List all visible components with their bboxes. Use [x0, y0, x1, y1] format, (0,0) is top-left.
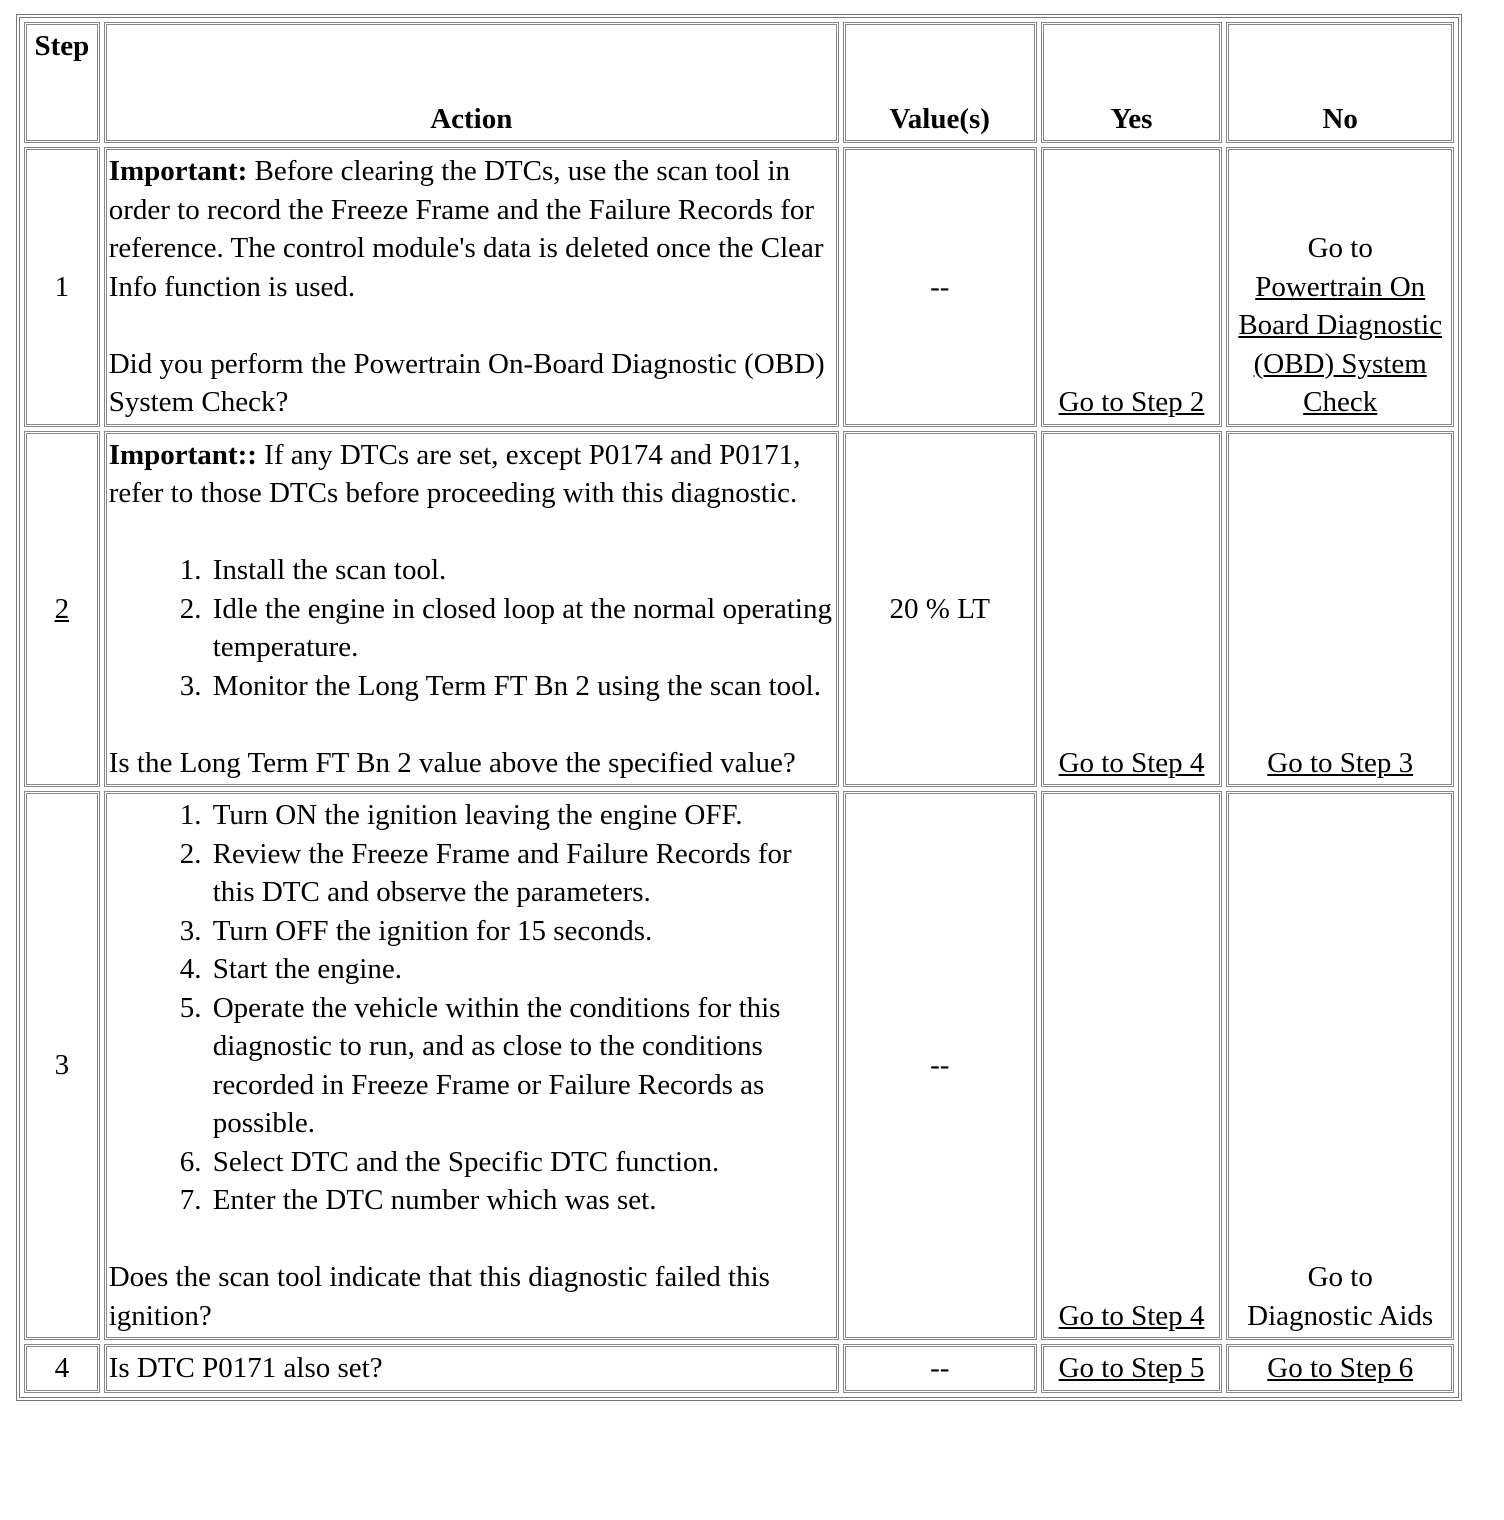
value-cell: -- — [843, 1344, 1037, 1393]
list-item: 4. Start the engine. — [209, 950, 834, 989]
step-question: Did you perform the Powertrain On-Board Diagnostic (OBD) System Check? — [108, 347, 825, 418]
table-row — [24, 1344, 1454, 1393]
header-no: No — [1226, 22, 1454, 143]
header-action: Action — [104, 22, 839, 143]
no-prefix: Go to — [1307, 1261, 1373, 1293]
action-cell — [104, 431, 839, 788]
list-item: 5. Operate the vehicle within the conditions for this diagnostic to run, and as close to the conditions recorded in Freeze Frame or Failure Records as possible. — [209, 989, 834, 1143]
list-item: 7. Enter the DTC number which was set. — [209, 1181, 834, 1220]
value-cell: 20 % LT — [843, 431, 1037, 788]
step-number: 3 — [24, 791, 100, 1340]
value-cell: -- — [843, 791, 1037, 1340]
table-row — [24, 431, 1454, 788]
list-item: 3. Turn OFF the ignition for 15 seconds. — [209, 912, 834, 951]
action-cell — [104, 147, 839, 427]
action-cell — [104, 791, 839, 1340]
step-number: 1 — [24, 147, 100, 427]
step-question: Is DTC P0171 also set? — [104, 1344, 839, 1393]
yes-cell — [1041, 791, 1223, 1340]
header-row — [24, 22, 1454, 143]
no-cell — [1226, 147, 1454, 427]
list-item: 2. Review the Freeze Frame and Failure Records for this DTC and observe the parameters. — [209, 835, 834, 912]
go-to-step-2-link[interactable]: Go to Step 2 — [1058, 386, 1205, 418]
header-step: Step — [24, 22, 100, 143]
go-to-step-4-link[interactable]: Go to Step 4 — [1058, 746, 1205, 779]
header-yes: Yes — [1041, 22, 1223, 143]
step-question: Does the scan tool indicate that this diagnostic failed this ignition? — [108, 1261, 770, 1332]
list-item: 3. Monitor the Long Term FT Bn 2 using the scan tool. — [209, 667, 834, 706]
no-cell — [1226, 431, 1454, 788]
list-item: 1. Install the scan tool. — [209, 551, 834, 590]
yes-cell — [1041, 431, 1223, 788]
value-cell: -- — [843, 147, 1037, 427]
step-question: Is the Long Term FT Bn 2 value above the specified value? — [108, 746, 796, 779]
go-to-step-5-link[interactable]: Go to Step 5 — [1058, 1352, 1205, 1384]
list-item: 2. Idle the engine in closed loop at the normal operating temperature. — [209, 590, 834, 667]
important-text: Before clearing the DTCs, use the scan tool in order to record the Freeze Frame and the Failure Records for reference. The control module's data is deleted once the Clear Info function is used. — [108, 155, 824, 303]
step-number-link[interactable]: 2 — [54, 592, 70, 625]
list-item: 1. Turn ON the ignition leaving the engine OFF. — [209, 796, 834, 835]
go-to-step-3-link[interactable]: Go to Step 3 — [1267, 746, 1414, 779]
important-note — [109, 436, 834, 513]
no-prefix: Go to — [1307, 232, 1373, 264]
table-row — [24, 147, 1454, 427]
diagnostic-aids-text: Diagnostic Aids — [1247, 1299, 1434, 1332]
diagnostic-table — [16, 14, 1462, 1401]
important-label: Important:: — [108, 438, 257, 471]
instruction-list — [109, 796, 834, 1220]
header-values: Value(s) — [843, 22, 1037, 143]
important-note — [109, 152, 834, 306]
step-number: 4 — [24, 1344, 100, 1393]
important-text: If any DTCs are set, except P0174 and P0171, refer to those DTCs before proceeding with this diagnostic. — [108, 438, 801, 509]
no-cell — [1226, 1344, 1454, 1393]
step-number-cell — [24, 431, 100, 788]
go-to-step-6-link[interactable]: Go to Step 6 — [1267, 1352, 1414, 1384]
important-label: Important: — [108, 155, 248, 187]
no-cell — [1226, 791, 1454, 1340]
go-to-step-4-link[interactable]: Go to Step 4 — [1058, 1299, 1205, 1332]
table-row — [24, 791, 1454, 1340]
yes-cell — [1041, 147, 1223, 427]
yes-cell — [1041, 1344, 1223, 1393]
list-item: 6. Select DTC and the Specific DTC function. — [209, 1143, 834, 1182]
instruction-list — [109, 551, 834, 705]
obd-system-check-link[interactable]: Powertrain On Board Diagnostic (OBD) System Check — [1238, 270, 1443, 418]
